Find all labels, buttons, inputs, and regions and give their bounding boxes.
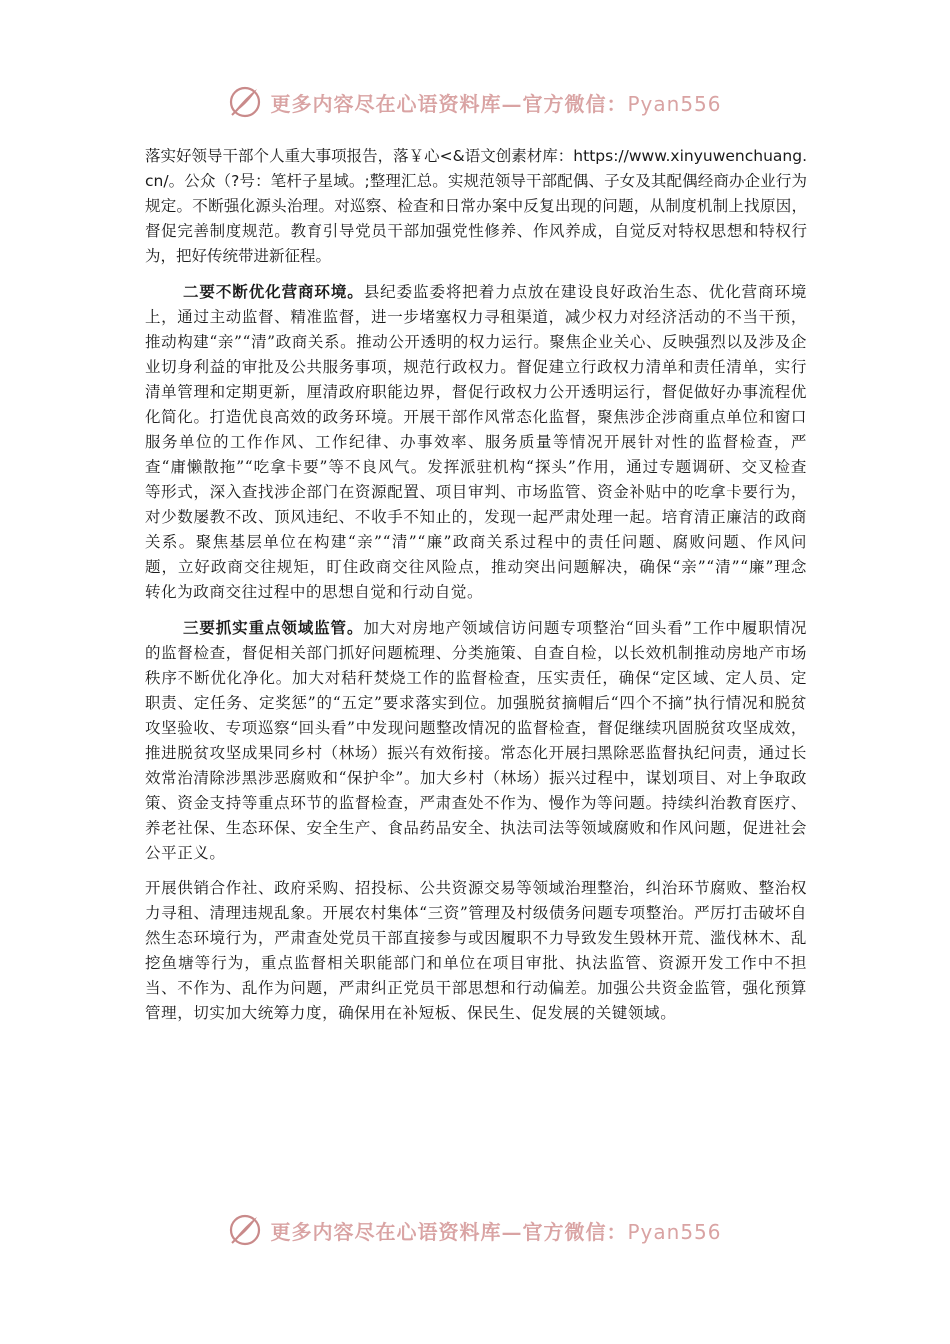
quill-pen-logo-icon <box>228 1213 262 1247</box>
paragraph-3 <box>145 615 807 866</box>
banner-wechat-id: Pyan556 <box>627 91 722 116</box>
quill-pen-logo-icon <box>228 85 262 119</box>
document-body <box>145 144 807 1026</box>
paragraph-2-text: 县纪委监委将把着力点放在建设良好政治生态、优化营商环境上，通过主动监督、精准监督，进一步堵塞权力寻租渠道，减少权力对经济活动的不当干预，推动构建“亲”“清”政商关系。推动公开透明的权力运行。聚焦企业关心、反映强烈以及涉及企业切身利益的审批及公共服务事项，规范行政权力。督促建立行政权力清单和责任清单，实行清单管理和定期更新，厘清政府职能边界，督促行政权力公开透明运行，督促做好办事流程优化简化。打造优良高效的政务环境。开展干部作风常态化监督，聚焦涉企涉商重点单位和窗口服务单位的工作作风、工作纪律、办事效率、服务质量等情况开展针对性的监督检查，严查“庸懒散拖”“吃拿卡要”等不良风气。发挥派驻机构“探头”作用，通过专题调研、交叉检查等形式，深入查找涉企部门在资源配置、项目审判、市场监管、资金补贴中的吃拿卡要行为，对少数屡教不改、顶风违纪、不收手不知止的，发现一起严肃处理一起。培育清正廉洁的政商关系。聚焦基层单位在构建“亲”“清”“廉”政商关系过程中的责任问题、腐败问题、作风问题，立好政商交往规矩，盯住政商交往风险点，推动突出问题解决，确保“亲”“清”“廉”理念转化为政商交往过程中的思想自觉和行动自觉。 <box>145 283 808 601</box>
banner-wechat-id: Pyan556 <box>627 1219 722 1244</box>
paragraph-3-text: 加大对房地产领域信访问题专项整治“回头看”工作中履职情况的监督检查，督促相关部门抓好问题梳理、分类施策、自查自检，以长效机制推动房地产市场秩序不断优化净化。加大对秸秆焚烧工作的监督检查，压实责任，确保“定区域、定人员、定职责、定任务、定奖惩”的“五定”要求落实到位。加强脱贫摘帽后“四个不摘”执行情况和脱贫攻坚验收、专项巡察“回头看”中发现问题整改情况的监督检查，督促继续巩固脱贫攻坚成效，推进脱贫攻坚成果同乡村（林场）振兴有效衔接。常态化开展扫黑除恶监督执纪问责，通过长效常治清除涉黑涉恶腐败和“保护伞”。加大乡村（林场）振兴过程中，谋划项目、对上争取政策、资金支持等重点环节的监督检查，严肃查处不作为、慢作为等问题。持续纠治教育医疗、养老社保、生态环保、安全生产、食品药品安全、执法司法等领域腐败和作风问题，促进社会公平正义。 <box>145 619 807 862</box>
banner-text-cn: 更多内容尽在心语资料库—官方微信： <box>270 91 628 116</box>
paragraph-2-heading: 二要不断优化营商环境。 <box>183 282 364 301</box>
paragraph-1-text: 落实好领导干部个人重大事项报告，落￥心<&语文创素材库：https://www.xinyuwenchuang.cn/。公众（?号：笔杆子星域。;整理汇总。实规范领导干部配偶、子女及其配偶经商办企业行为规定。不断强化源头治理。对巡察、检查和日常办案中反复出现的问题，从制度机制上找原因，督促完善制度规范。教育引导党员干部加强党性修养、作风养成，自觉反对特权思想和特权行为，把好传统带进新征程。 <box>145 147 807 265</box>
paragraph-1 <box>145 144 807 269</box>
paragraph-2 <box>145 279 807 605</box>
footer-banner <box>0 1208 950 1252</box>
header-banner <box>0 80 950 124</box>
paragraph-4 <box>145 876 807 1026</box>
footer-banner-text <box>270 1216 721 1245</box>
paragraph-4-text: 开展供销合作社、政府采购、招投标、公共资源交易等领域治理整治，纠治环节腐败、整治权力寻租、清理违规乱象。开展农村集体“三资”管理及村级债务问题专项整治。严厉打击破坏自然生态环境行为，严肃查处党员干部直接参与或因履职不力导致发生毁林开荒、滥伐林木、乱挖鱼塘等行为，重点监督相关职能部门和单位在项目审批、执法监管、资源开发工作中不担当、不作为、乱作为问题，严肃纠正党员干部思想和行动偏差。加强公共资金监管，强化预算管理，切实加大统筹力度，确保用在补短板、保民生、促发展的关键领域。 <box>145 879 807 1022</box>
banner-text-cn: 更多内容尽在心语资料库—官方微信： <box>270 1219 628 1244</box>
header-banner-text <box>270 88 721 117</box>
paragraph-3-heading: 三要抓实重点领域监管。 <box>183 618 364 637</box>
